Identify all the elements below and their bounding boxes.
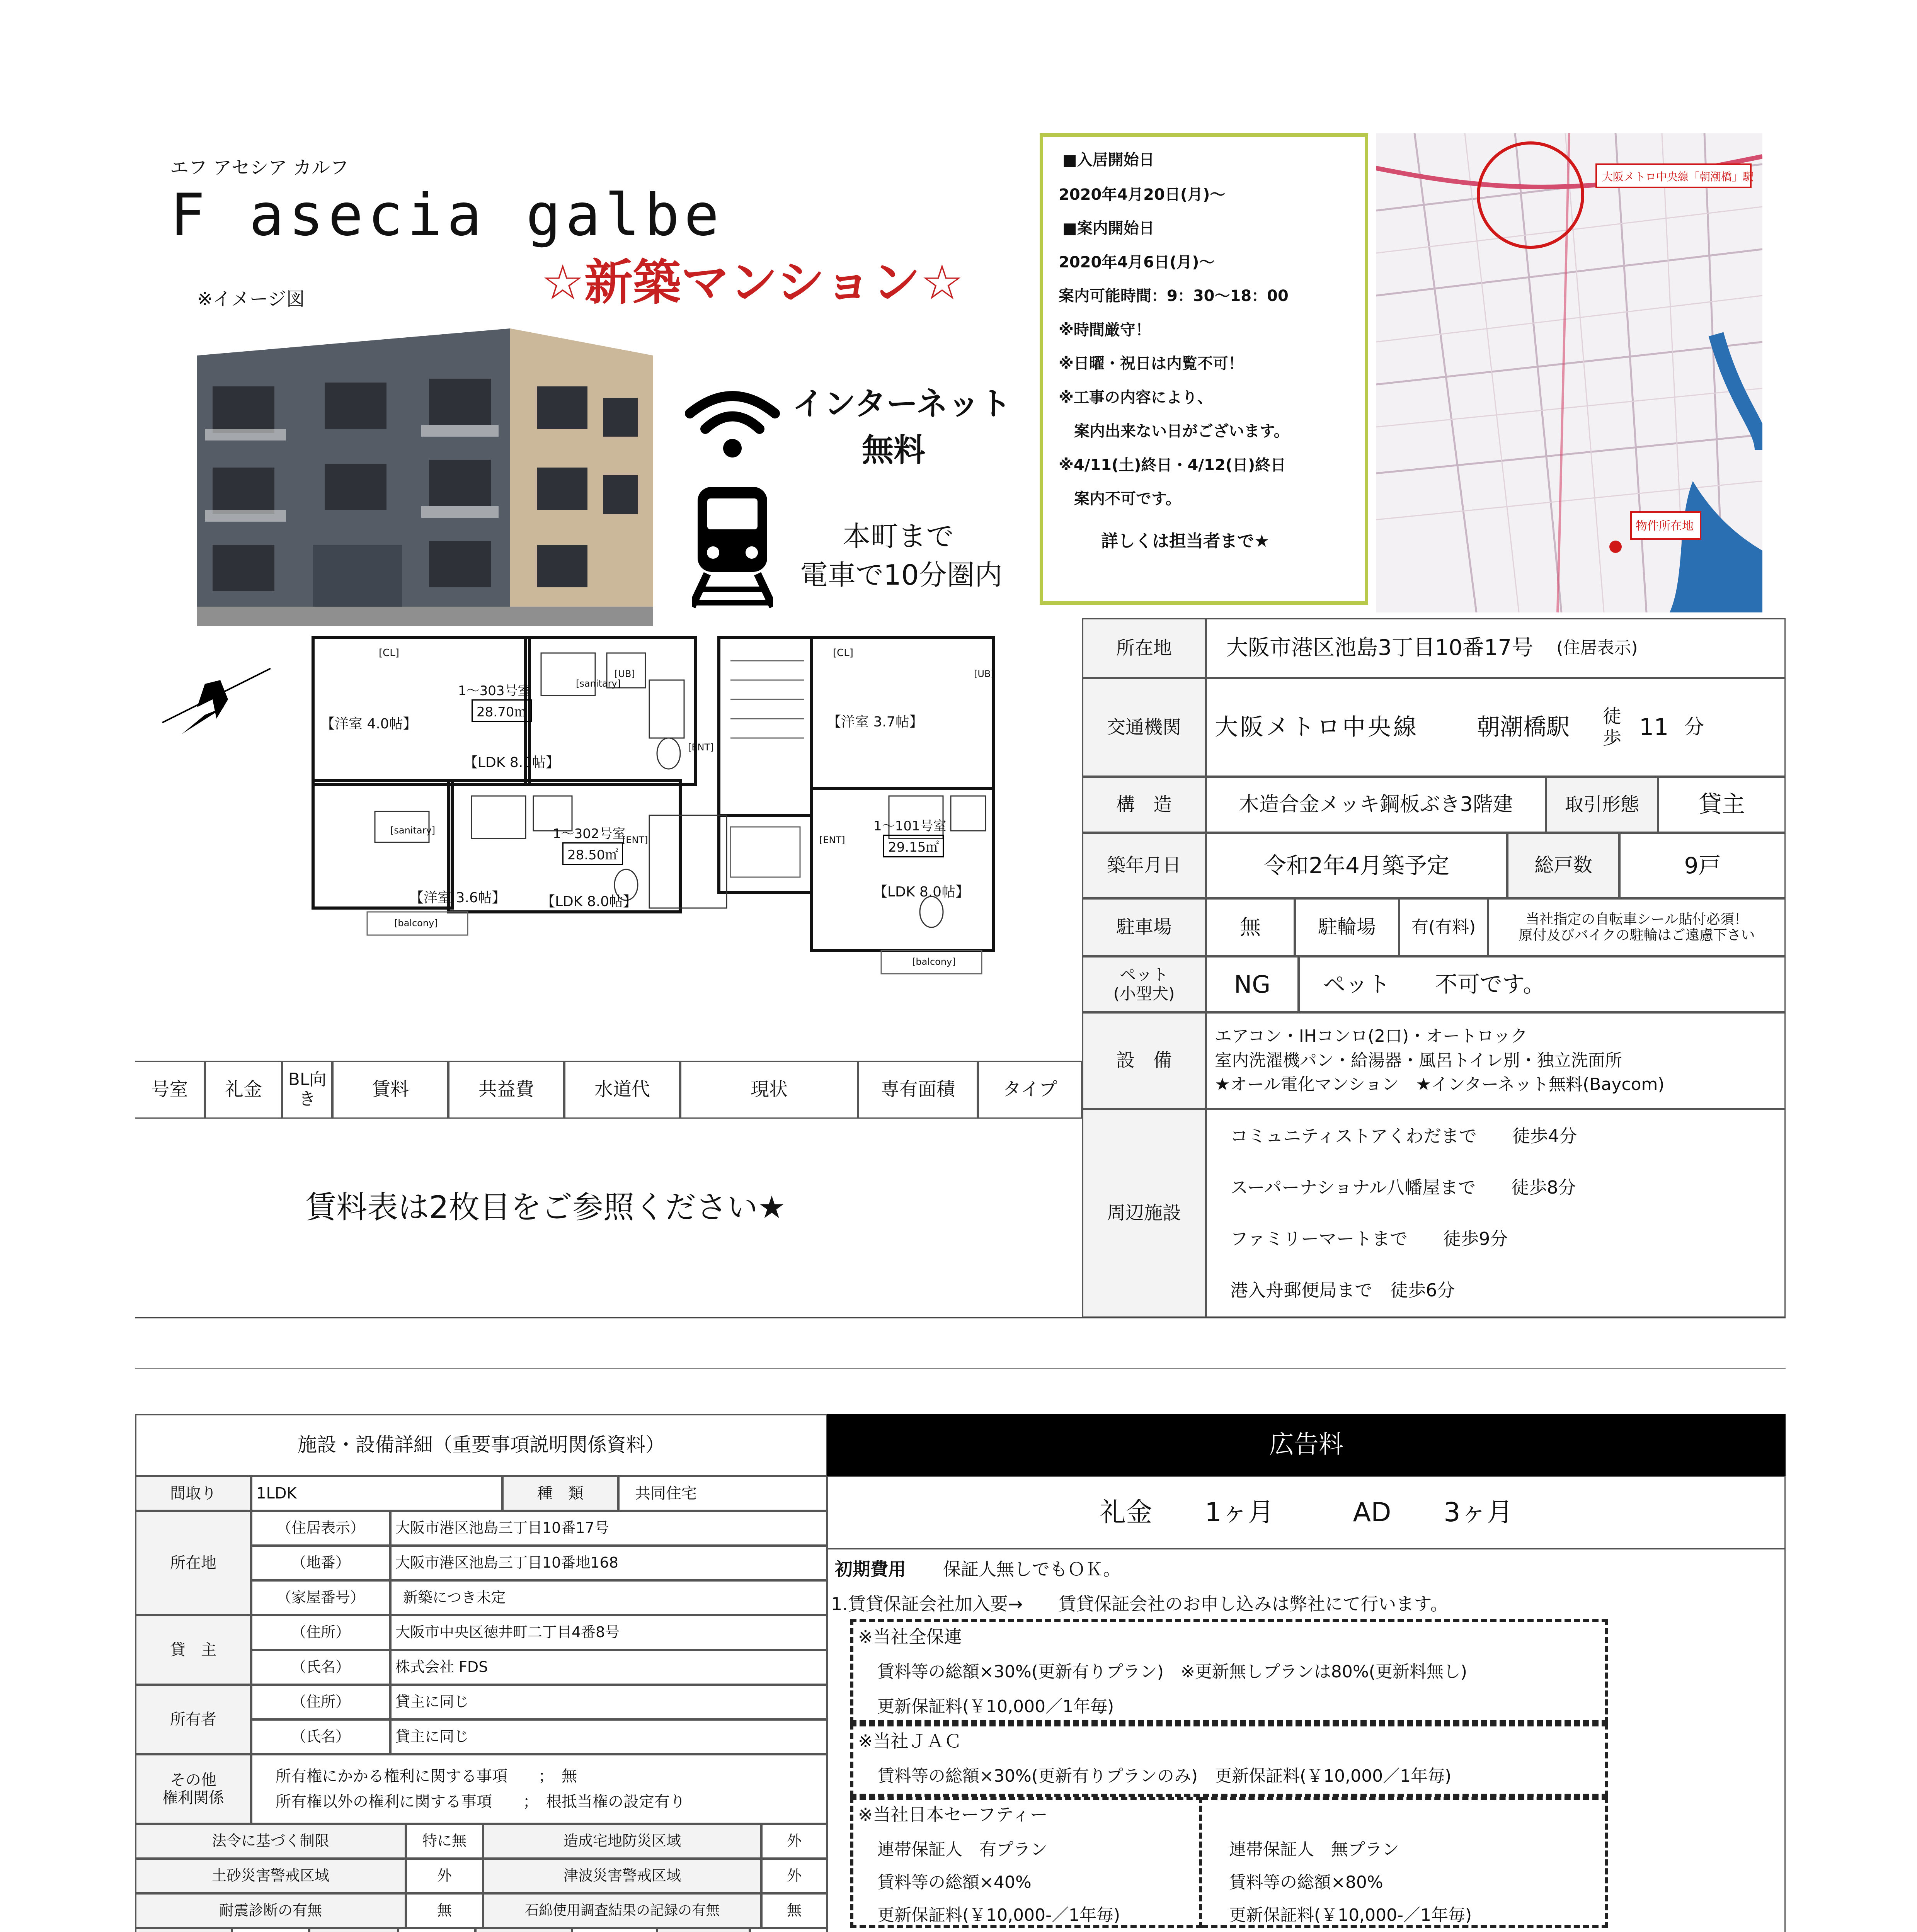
fp-ub-label: [UB] — [615, 668, 635, 679]
transport-value — [1206, 678, 1786, 777]
transport-label: 交通機関 — [1082, 678, 1206, 777]
owner-row-value: 貸主に同じ — [390, 1719, 827, 1754]
headline-new-mansion: ☆新築マンション☆ — [541, 255, 964, 311]
facility-title: 施設・設備詳細（重要事項説明関係資料） — [135, 1414, 827, 1476]
pet-label-2: (小型犬) — [1113, 984, 1175, 1003]
fp-room-label: 【洋室 4.0帖】 — [321, 716, 417, 732]
compass-icon — [155, 657, 278, 742]
bike-note-1: 当社指定の自転車シール貼付必須！ — [1525, 911, 1748, 927]
walk-label: 徒歩 — [1602, 706, 1621, 749]
train-icon — [692, 483, 773, 611]
train-line2: 電車で10分圏内 — [800, 559, 1003, 591]
rights-value — [251, 1754, 827, 1824]
nihon-title: ※当社日本セーフティー — [858, 1804, 1048, 1825]
rent-header-status: 現状 — [680, 1061, 858, 1119]
rent-header-area: 専有面積 — [858, 1061, 978, 1119]
building-kana: エフ アセシア カルフ — [170, 157, 349, 179]
lessor-label: 貸 主 — [135, 1615, 251, 1685]
address-note: (住居表示) — [1556, 638, 1638, 658]
address-text: 大阪市港区池島3丁目10番17号 — [1226, 635, 1534, 661]
initial-text: 保証人無しでもＯＫ。 — [943, 1559, 1121, 1580]
nearby-label: 周辺施設 — [1082, 1109, 1206, 1318]
rights-label-2: 権利関係 — [162, 1789, 224, 1807]
fp-cl-label: [CL] — [379, 647, 399, 659]
develop-value: 外 — [761, 1824, 827, 1859]
addr-row-value: 大阪市港区池島三丁目10番地168 — [390, 1546, 827, 1580]
owner-label: 所有者 — [135, 1685, 251, 1754]
lessor-row-key: （氏名） — [251, 1650, 390, 1685]
lessor-row-key: （住所） — [251, 1615, 390, 1650]
notice-line: 案内不可です。 — [1059, 490, 1181, 508]
notice-line: ■案内開始日 — [1062, 219, 1154, 237]
sewer-label — [309, 1928, 398, 1932]
gas-label — [475, 1928, 572, 1932]
notice-line: 案内出来ない日がございます。 — [1059, 422, 1289, 440]
notice-line: 案内可能時間：9：30〜18：00 — [1059, 287, 1289, 305]
zenhosho-line: 更新保証料(￥10,000／1年毎) — [877, 1697, 1114, 1716]
rights-label-1: その他 — [170, 1771, 216, 1789]
pet-label-1: ペット — [1119, 965, 1168, 985]
notice-line: ■入居開始日 — [1062, 151, 1154, 169]
gas-value — [572, 1928, 657, 1932]
fp-room-label: 【LDK 8.0帖】 — [541, 894, 637, 910]
wifi-icon — [684, 383, 781, 460]
built-label: 築年月日 — [1082, 833, 1206, 898]
rights-line: 所有権以外の権利に関する事項 ； 根抵当権の設定有り — [276, 1793, 685, 1811]
quake-label: 耐震診断の有無 — [135, 1893, 406, 1928]
walk-minutes: 11 — [1639, 714, 1669, 741]
jac-title: ※当社ＪＡＣ — [858, 1731, 962, 1752]
owner-row-key: （住所） — [251, 1685, 390, 1719]
image-note: ※イメージ図 — [197, 288, 305, 310]
fp-room-area: 29.15㎡ — [883, 835, 944, 857]
rent-header-common: 共益費 — [448, 1061, 564, 1119]
equip-line: 室内洗濯機パン・給湯器・風呂トイレ別・独立洗面所 — [1215, 1050, 1622, 1070]
lessor-row-value: 株式会社 FDS — [390, 1650, 827, 1685]
internet-line2: 無料 — [862, 432, 926, 469]
tsunami-value: 外 — [761, 1859, 827, 1893]
notice-line: 詳しくは担当者まで★ — [1101, 531, 1270, 551]
nihon-left-line: 更新保証料(￥10,000-／1年毎) — [877, 1905, 1120, 1925]
internet-line1: インターネット — [792, 386, 1011, 422]
asbestos-value: 無 — [761, 1893, 827, 1928]
line-name: 大阪メトロ中央線 — [1215, 714, 1419, 741]
kind-label: 種 類 — [502, 1476, 618, 1511]
bike-label: 駐輪場 — [1295, 898, 1399, 956]
rent-header-reikin: 礼金 — [205, 1061, 282, 1119]
sewer-value — [398, 1928, 475, 1932]
page-divider — [135, 1368, 1786, 1369]
building-image — [197, 313, 653, 626]
built-value: 令和2年4月築予定 — [1206, 833, 1507, 898]
fp-ent-label: [ENT] — [622, 835, 648, 845]
floor-plan — [309, 634, 1005, 1001]
equip-line: エアコン・IHコンロ(2口)・オートロック — [1215, 1026, 1528, 1046]
guarantor-line: 1.賃貸保証会社加入要→ 賃貸保証会社のお申し込みは弊社にて行います。 — [831, 1594, 1448, 1614]
station-name: 朝潮橋駅 — [1477, 714, 1570, 741]
parking-value: 無 — [1206, 898, 1295, 956]
parking-label: 駐車場 — [1082, 898, 1206, 956]
address-value — [1206, 618, 1786, 678]
ad-title: 広告料 — [827, 1414, 1786, 1476]
law-label: 法令に基づく制限 — [135, 1824, 406, 1859]
bike-value: 有(有料) — [1399, 898, 1488, 956]
fp-room-name: 1〜101号室 — [873, 818, 947, 834]
nearby-item: ファミリーマートまで 徒歩9分 — [1230, 1228, 1508, 1249]
nihon-right-line: 更新保証料(￥10,000-／1年毎) — [1229, 1905, 1472, 1925]
nihon-left-line: 連帯保証人 有プラン — [877, 1840, 1047, 1859]
zenhosho-line: 賃料等の総額×30%(更新有りプラン) ※更新無しプランは80%(更新料無し) — [877, 1662, 1467, 1682]
initial-label: 初期費用 — [835, 1559, 906, 1580]
address-label: 所在地 — [1082, 618, 1206, 678]
notice-line: ※工事の内容により、 — [1059, 389, 1213, 406]
fp-ent-label: [ENT] — [819, 835, 845, 845]
equip-label: 設 備 — [1082, 1012, 1206, 1109]
train-line1: 本町まで — [843, 520, 954, 553]
map-station-label: 大阪メトロ中央線「朝潮橋」駅 — [1602, 170, 1754, 183]
area-map — [1376, 133, 1762, 612]
madori-value: 1LDK — [251, 1476, 502, 1511]
fp-room-area: 28.70㎡ — [472, 699, 532, 722]
nearby-item: 港入舟郵便局まで 徒歩6分 — [1230, 1279, 1455, 1301]
equip-value — [1206, 1012, 1786, 1109]
rent-header-type: タイプ — [978, 1061, 1082, 1119]
elec-label — [657, 1928, 750, 1932]
develop-label: 造成宅地防災区域 — [483, 1824, 761, 1859]
fp-room-label: 【洋室 3.6帖】 — [410, 890, 506, 906]
addr-row-key: （家屋番号） — [251, 1580, 390, 1615]
equip-line: ★オール電化マンション ★インターネット無料(Baycom) — [1215, 1075, 1665, 1095]
structure-value: 木造合金メッキ鋼板ぶき3階建 — [1206, 777, 1546, 833]
owner-row-key: （氏名） — [251, 1719, 390, 1754]
pet-value: NG — [1206, 956, 1299, 1012]
addr-row-key: （地番） — [251, 1546, 390, 1580]
deal-label: 取引形態 — [1546, 777, 1658, 833]
notice-box — [1040, 133, 1368, 605]
nihon-right-line: 賃料等の総額×80% — [1229, 1872, 1383, 1892]
fp-sanitary-label: [sanitary] — [576, 678, 621, 689]
fp-sanitary-label: [sanitary] — [390, 825, 436, 836]
addr-row-value: 新築につき未定 — [390, 1580, 827, 1615]
bike-note — [1488, 898, 1786, 956]
tsunami-label: 津波災害警戒区域 — [483, 1859, 761, 1893]
owner-row-value: 貸主に同じ — [390, 1685, 827, 1719]
elec-a — [750, 1928, 827, 1932]
fp-room-label: 【洋室 3.7帖】 — [827, 714, 923, 730]
pet-label — [1082, 956, 1206, 1012]
structure-label: 構 造 — [1082, 777, 1206, 833]
fp-ent-label: [ENT] — [688, 742, 714, 753]
lessor-row-value: 大阪市中央区徳井町二丁目4番8号 — [390, 1615, 827, 1650]
ad-fee-line: 礼金 1ヶ月 AD 3ヶ月 — [827, 1476, 1786, 1549]
units-label: 総戸数 — [1507, 833, 1619, 898]
notice-line: 2020年4月6日(月)〜 — [1059, 253, 1215, 271]
water-a — [232, 1928, 309, 1932]
fp-room-label: 【LDK 8.0帖】 — [873, 884, 970, 900]
building-name: F asecia galbe — [170, 182, 724, 249]
rent-table-message: 賃料表は2枚目をご参照ください★ — [305, 1189, 786, 1225]
fp-room-name: 1〜303号室 — [458, 683, 531, 699]
bike-note-2: 原付及びバイクの駐輪はご遠慮下さい — [1519, 927, 1755, 943]
fp-balcony-label: [balcony] — [394, 918, 438, 929]
nihon-left-line: 賃料等の総額×40% — [877, 1872, 1032, 1892]
rent-header-room: 号室 — [135, 1061, 205, 1119]
nearby-item: コミュニティストアくわだまで 徒歩4分 — [1230, 1126, 1577, 1147]
sand-label: 土砂災害警戒区域 — [135, 1859, 406, 1893]
nearby-value — [1206, 1109, 1786, 1318]
rent-header-bl: BL向き — [282, 1061, 332, 1119]
units-value: 9戸 — [1619, 833, 1786, 898]
asbestos-label: 石綿使用調査結果の記録の有無 — [483, 1893, 761, 1928]
fp-room-name: 1〜302号室 — [553, 826, 626, 842]
walk-unit: 分 — [1684, 715, 1704, 739]
notice-line: ※日曜・祝日は内覧不可！ — [1059, 355, 1244, 372]
nihon-right-line: 連帯保証人 無プラン — [1229, 1840, 1399, 1859]
pet-note: ペット 不可です。 — [1299, 956, 1786, 1012]
rights-line: 所有権にかかる権利に関する事項 ； 無 — [276, 1767, 577, 1785]
facility-addr-label: 所在地 — [135, 1511, 251, 1615]
notice-line: 2020年4月20日(月)〜 — [1059, 186, 1226, 204]
addr-row-value: 大阪市港区池島三丁目10番17号 — [390, 1511, 827, 1546]
sand-value: 外 — [406, 1859, 483, 1893]
fp-balcony-label: [balcony] — [912, 956, 956, 967]
deal-value: 貸主 — [1658, 777, 1786, 833]
nearby-item: スーパーナショナル八幡屋まで 徒歩8分 — [1230, 1177, 1576, 1198]
map-property-label: 物件所在地 — [1636, 519, 1694, 533]
fp-cl-label: [CL] — [833, 647, 853, 659]
kind-value: 共同住宅 — [618, 1476, 827, 1511]
notice-line: ※時間厳守！ — [1059, 321, 1151, 339]
rent-header-water: 水道代 — [564, 1061, 680, 1119]
rent-table-bottom-line — [135, 1317, 1786, 1318]
fp-ub-label: [UB] — [974, 668, 994, 679]
jac-line: 賃料等の総額×30%(更新有りプランのみ) 更新保証料(￥10,000／1年毎) — [877, 1766, 1452, 1786]
notice-line: ※4/11(土)終日・4/12(日)終日 — [1059, 456, 1286, 474]
quake-value: 無 — [406, 1893, 483, 1928]
rent-header-rent: 賃料 — [332, 1061, 448, 1119]
law-value: 特に無 — [406, 1824, 483, 1859]
addr-row-key: （住居表示） — [251, 1511, 390, 1546]
madori-label: 間取り — [135, 1476, 251, 1511]
fp-room-area: 28.50㎡ — [562, 842, 623, 865]
rights-label — [135, 1754, 251, 1824]
zenhosho-title: ※当社全保連 — [858, 1626, 962, 1647]
fp-room-label: 【LDK 8.0帖】 — [464, 755, 560, 770]
water-label — [135, 1928, 232, 1932]
